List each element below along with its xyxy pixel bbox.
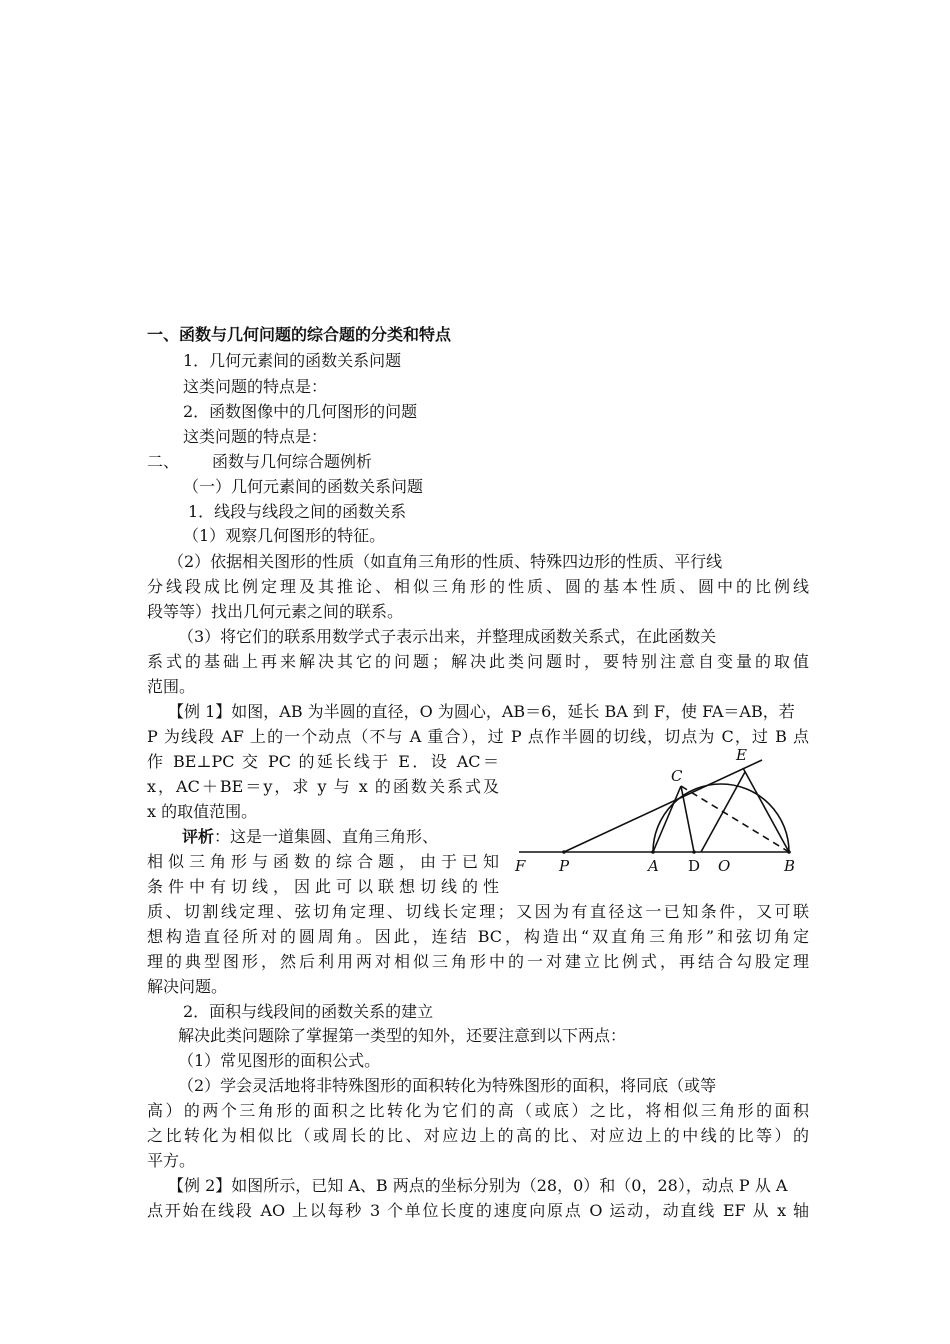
area-point2-line3: 之比转化为相似比（或周长的比、对应边上的高的比、对应边上的中线的比等）的 (147, 1126, 809, 1145)
step2-line1: （2）依据相关图形的性质（如直角三角形的性质、特殊四边形的性质、平行线 (168, 552, 723, 571)
section2-heading-num: 二、 (147, 452, 180, 471)
area-point1: （1）常见图形的面积公式。 (178, 1051, 381, 1070)
analysis-text: ：这是一道集圆、直角三角形、 (214, 827, 439, 846)
section1-heading: 一、函数与几何问题的综合题的分类和特点 (147, 325, 452, 344)
label-D: D (688, 857, 701, 875)
analysis-line5: 想构造直径所对的圆周角。因此，连结 BC，构造出“双直角三角形”和弦切角定 (147, 927, 809, 946)
item2-feature: 这类问题的特点是： (183, 427, 328, 446)
analysis-line6: 理的典型图形，然后利用两对相似三角形中的一对建立比例式，再结合勾股定理 (147, 952, 809, 971)
semicircle-tangent-figure (505, 745, 805, 885)
item2-title: 2．函数图像中的几何图形的问题 (183, 402, 418, 421)
step2-line2: 分线段成比例定理及其推论、相似三角形的性质、圆的基本性质、圆中的比例线 (147, 577, 809, 596)
label-P: P (559, 857, 570, 875)
analysis-label: 评析 (182, 827, 215, 846)
example2-line1: 【例 2】如图所示，已知 A、B 两点的坐标分别为（28，0）和（0，28），动点 P 从 A (168, 1176, 788, 1195)
point-B (787, 850, 791, 854)
analysis-line2: 相似三角形与函数的综合题，由于已知 (147, 852, 499, 871)
analysis-line1 (182, 825, 438, 849)
analysis-line4: 质、切割线定理、弦切角定理、切线长定理；又因为有直径这一已知条件，又可联 (147, 902, 809, 921)
area-point2-line1: （2）学会灵活地将非特殊图形的面积转化为特殊图形的面积，将同底（或等 (178, 1076, 717, 1095)
area-point2-line4: 平方。 (147, 1151, 196, 1170)
label-E: E (736, 746, 747, 764)
point-A (651, 850, 655, 854)
step3-line2: 系式的基础上再来解决其它的问题；解决此类问题时，要特别注意自变量的取值 (147, 652, 809, 671)
section2-heading: 函数与几何综合题例析 (212, 452, 373, 471)
example1-line4: x，AC＋BE＝y，求 y 与 x 的函数关系式及 (147, 777, 499, 796)
item1-title: 1．几何元素间的函数关系问题 (183, 351, 402, 370)
subsection1-title: （一）几何元素间的函数关系问题 (183, 477, 424, 496)
item2-intro: 解决此类问题除了掌握第一类型的知外，还要注意到以下两点： (178, 1026, 627, 1045)
example2-line2: 点开始在线段 AO 上以每秒 3 个单位长度的速度向原点 O 运动，动直线 EF 从 x 轴 (147, 1201, 809, 1220)
item1-feature: 这类问题的特点是： (183, 377, 328, 396)
step3-line1: （3）将它们的联系用数学式子表示出来，并整理成函数关系式，在此函数关 (178, 627, 717, 646)
subsection1-item1: 1．线段与线段之间的函数关系 (188, 502, 407, 521)
semicircle-arc (653, 784, 789, 852)
example1-line3: 作 BE⊥PC 交 PC 的延长线于 E．设 AC＝ (147, 752, 499, 771)
step3-line3: 范围。 (147, 677, 196, 696)
example1-line2: P 为线段 AF 上的一个动点（不与 A 重合），过 P 点作半圆的切线，切点为 C，过 B 点 (147, 727, 809, 746)
area-point2-line2: 高）的两个三角形的面积之比转化为它们的高（或底）之比，将相似三角形的面积 (147, 1101, 809, 1120)
point-D (692, 850, 696, 854)
point-P (562, 850, 566, 854)
segment-CD (681, 786, 694, 852)
dashed-segment-CB (681, 786, 789, 852)
segment-CA (653, 786, 681, 852)
step1: （1）观察几何图形的特征。 (183, 526, 386, 545)
item2-area-title: 2．面积与线段间的函数关系的建立 (183, 1002, 434, 1021)
segment-EB (743, 768, 789, 852)
example1-line5: x 的取值范围。 (147, 802, 258, 821)
label-C: C (671, 767, 683, 785)
step2-line3: 段等等）找出几何元素之间的联系。 (147, 602, 404, 621)
label-F: F (515, 857, 526, 875)
analysis-line3: 条件中有切线，因此可以联想切线的性 (147, 877, 499, 896)
analysis-line7: 解决问题。 (147, 977, 228, 996)
label-O: O (718, 857, 731, 875)
label-B: B (784, 857, 796, 875)
example1-line1: 【例 1】如图，AB 为半圆的直径，O 为圆心，AB＝6，延长 BA 到 F，使 FA＝AB，若 (168, 702, 795, 721)
label-A: A (648, 857, 659, 875)
tangent-line-PE (564, 760, 762, 852)
